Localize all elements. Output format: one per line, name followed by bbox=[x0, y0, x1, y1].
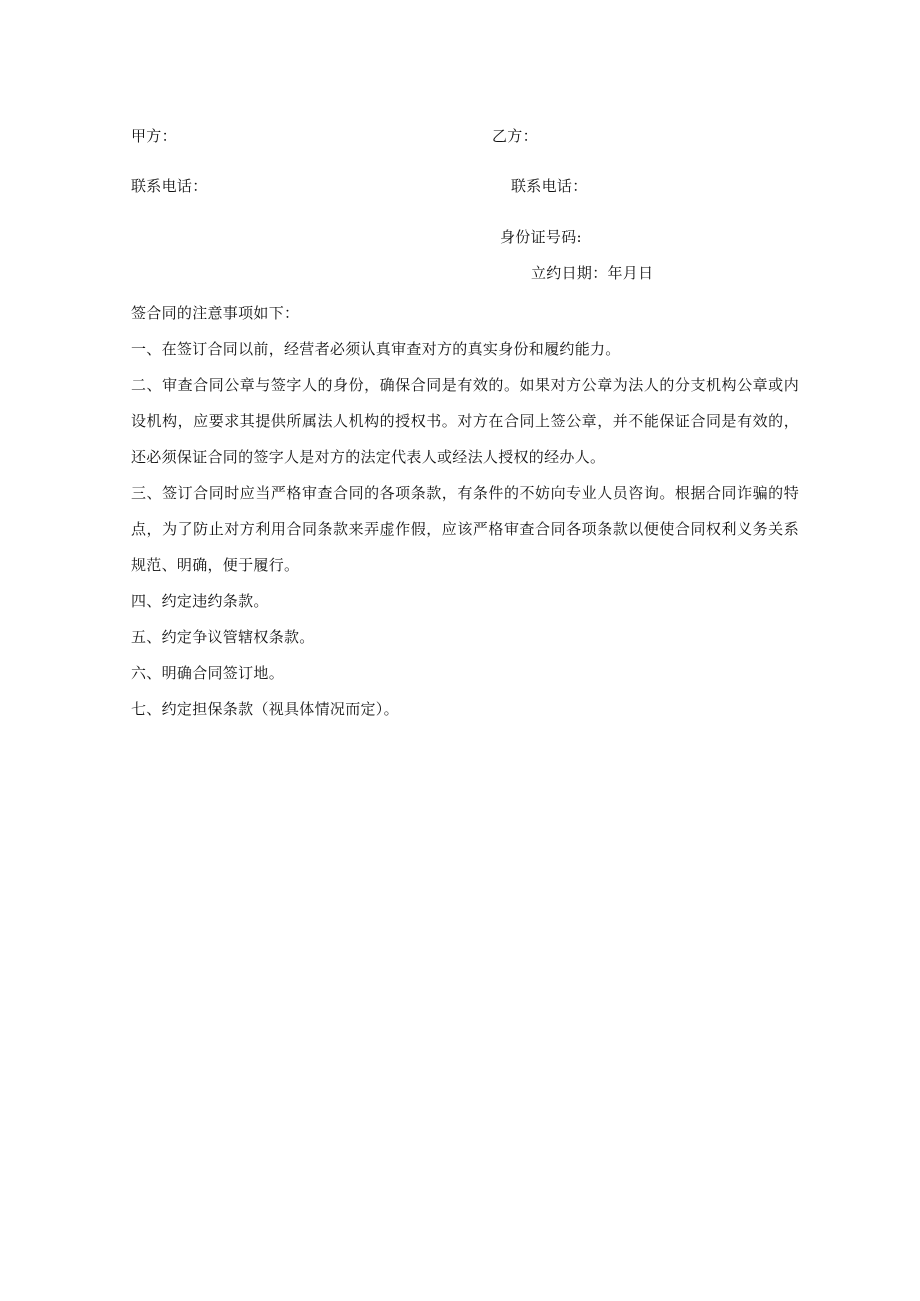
notes-heading: 签合同的注意事项如下： bbox=[131, 304, 300, 322]
contract-date-label: 立约日期：年月日 bbox=[531, 264, 654, 282]
note-item-2: 二、审查合同公章与签字人的身份，确保合同是有效的。如果对方公章为法人的分支机构公章或内设机构，应要求其提供所属法人机构的授权书。对方在合同上签公章，并不能保证合同是有效的，还必须保证合同的签字人是对方的法定代表人或经法人授权的经办人。 bbox=[131, 376, 799, 466]
note-item-4: 四、约定违约条款。 bbox=[131, 592, 269, 610]
id-number-label: 身份证号码: bbox=[500, 228, 582, 246]
notes-section bbox=[131, 295, 799, 727]
note-item-7: 七、约定担保条款（视具体情况而定）。 bbox=[131, 700, 399, 718]
party-b-label: 乙方： bbox=[492, 127, 538, 145]
party-a-label: 甲方： bbox=[131, 127, 177, 145]
note-item-5: 五、约定争议管辖权条款。 bbox=[131, 628, 315, 646]
note-item-6: 六、明确合同签订地。 bbox=[131, 664, 285, 682]
party-a-phone-label: 联系电话： bbox=[131, 177, 208, 195]
party-b-phone-label: 联系电话： bbox=[511, 177, 588, 195]
note-item-1: 一、在签订合同以前，经营者必须认真审查对方的真实身份和履约能力。 bbox=[131, 340, 621, 358]
note-item-3: 三、签订合同时应当严格审查合同的各项条款，有条件的不妨向专业人员咨询。根据合同诈骗的特点，为了防止对方利用合同条款来弄虚作假，应该严格审查合同各项条款以便使合同权利义务关系规范、明确，便于履行。 bbox=[131, 484, 799, 574]
